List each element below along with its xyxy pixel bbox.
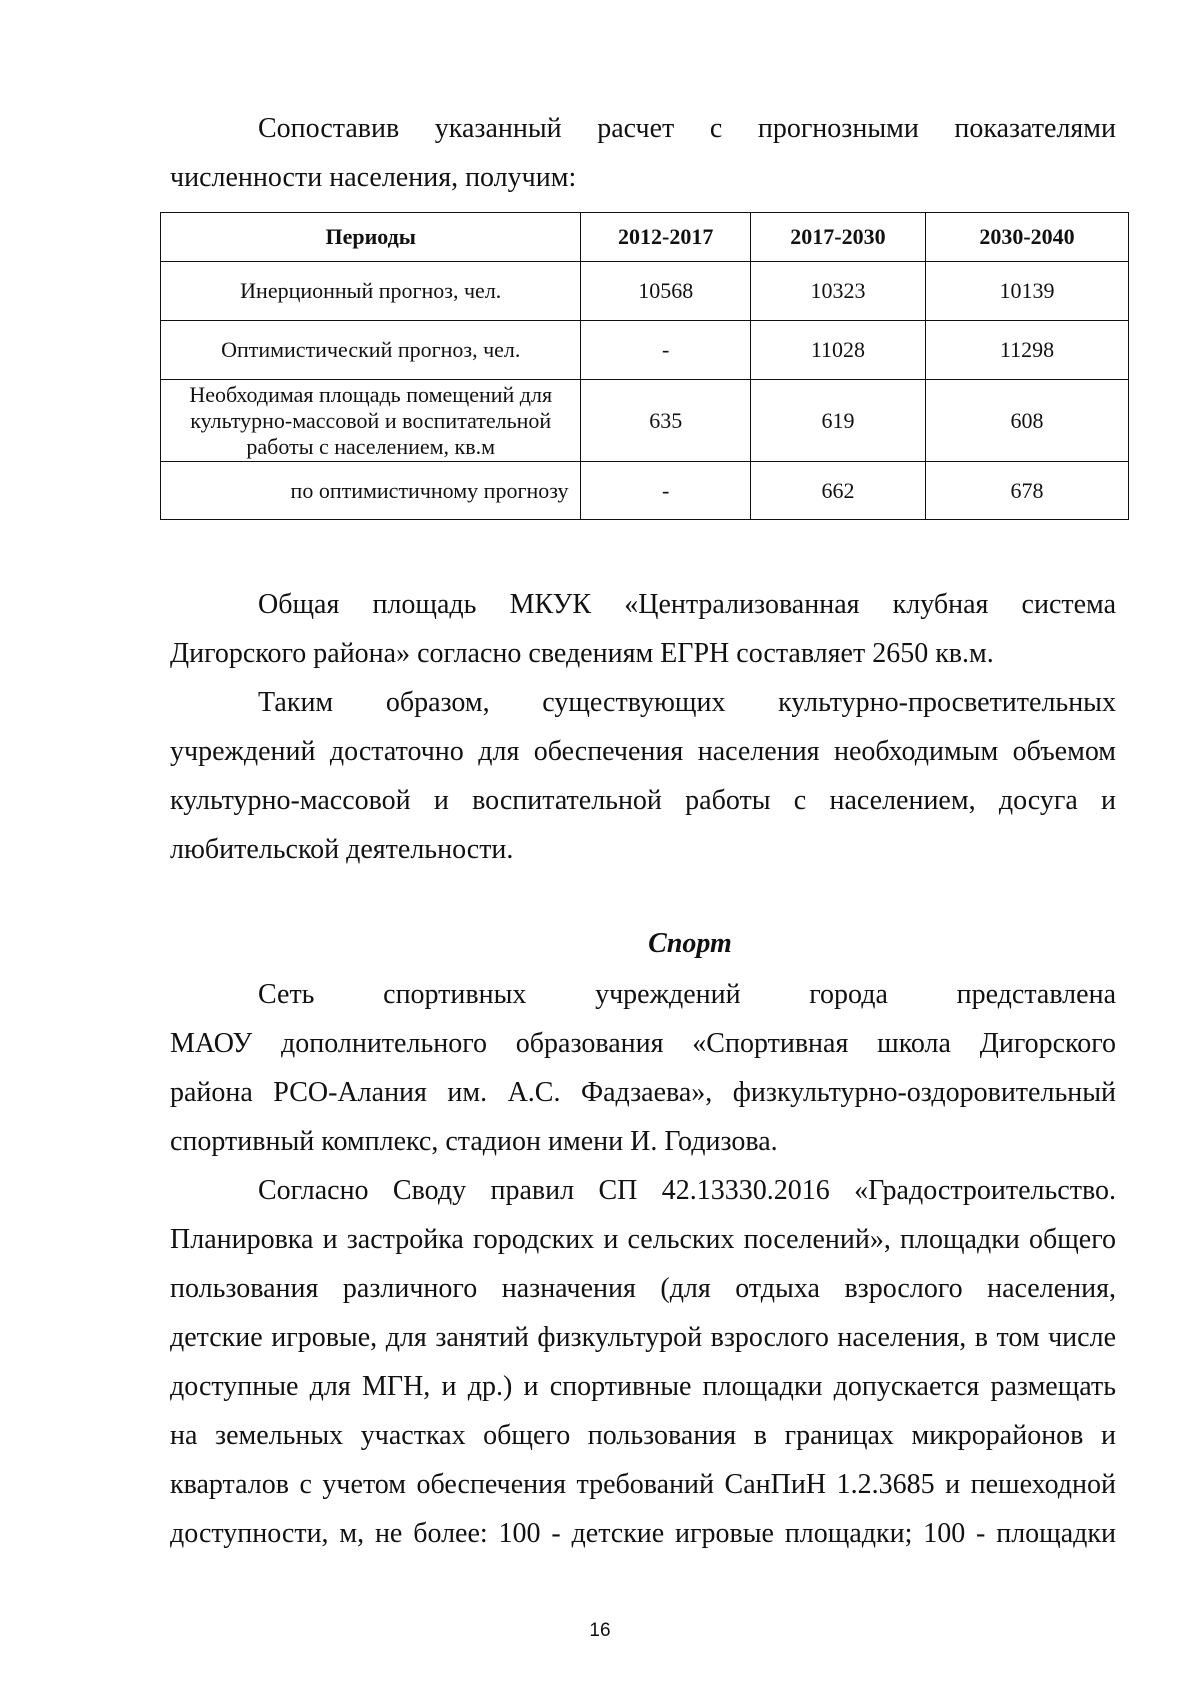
table-cell: 11298 bbox=[925, 321, 1128, 380]
table-cell: 11028 bbox=[750, 321, 925, 380]
text-line: района РСО-Алания им. А.С. Фадзаева», физкультурно-оздоровительный bbox=[170, 1077, 1116, 1108]
text-line: численности населения, получим: bbox=[170, 162, 577, 193]
text-line: детские игровые, для занятий физкультурой взрослого населения, в том числе bbox=[170, 1322, 1116, 1353]
table-header-cell: 2012-2017 bbox=[581, 213, 750, 262]
table-cell: 619 bbox=[750, 380, 925, 462]
table-header-cell: 2017-2030 bbox=[750, 213, 925, 262]
text-line: любительской деятельности. bbox=[170, 834, 514, 865]
population-forecast-table bbox=[160, 212, 1129, 520]
text-line: Сопоставив указанный расчет с прогнозными показателями bbox=[258, 113, 1116, 144]
table-header-cell: 2030-2040 bbox=[925, 213, 1128, 262]
table-row-label bbox=[161, 380, 581, 462]
table-row-label: Инерционный прогноз, чел. bbox=[161, 262, 581, 321]
text-line: Согласно Своду правил СП 42.13330.2016 «Градостроительство. bbox=[258, 1175, 1116, 1206]
table-row bbox=[161, 462, 1129, 520]
table-row-label: по оптимистичному прогнозу bbox=[161, 462, 581, 520]
text-line: на земельных участках общего пользования в границах микрорайонов и bbox=[170, 1420, 1116, 1451]
table-cell: - bbox=[581, 321, 750, 380]
text-line: Общая площадь МКУК «Централизованная клубная система bbox=[258, 589, 1116, 620]
text-line: кварталов с учетом обеспечения требований СанПиН 1.2.3685 и пешеходной bbox=[170, 1469, 1116, 1500]
table-header-row bbox=[161, 213, 1129, 262]
label-line: Необходимая площадь помещений для bbox=[189, 381, 553, 407]
text-line: доступные для МГН, и др.) и спортивные площадки допускается размещать bbox=[170, 1371, 1116, 1402]
paragraph-building-code bbox=[170, 1166, 1116, 1558]
table-cell: 635 bbox=[581, 380, 750, 462]
table-cell: 10568 bbox=[581, 262, 750, 321]
table-cell: 678 bbox=[925, 462, 1128, 520]
page-number: 16 bbox=[589, 1620, 611, 1641]
table-cell: 10323 bbox=[750, 262, 925, 321]
section-heading-sport: Спорт bbox=[648, 928, 732, 959]
intro-paragraph bbox=[170, 104, 1116, 202]
text-line: доступности, м, не более: 100 - детские игровые площадки; 100 - площадки bbox=[170, 1518, 1116, 1549]
table-cell: 608 bbox=[925, 380, 1128, 462]
text-line: Планировка и застройка городских и сельских поселений», площадки общего bbox=[170, 1224, 1116, 1255]
table-cell: - bbox=[581, 462, 750, 520]
table-row bbox=[161, 262, 1129, 321]
table-row-label: Оптимистический прогноз, чел. bbox=[161, 321, 581, 380]
text-line: культурно-массовой и воспитательной работы с населением, досуга и bbox=[170, 785, 1116, 816]
paragraph-conclusion bbox=[170, 678, 1116, 874]
label-line: культурно-массовой и воспитательной bbox=[190, 407, 552, 433]
text-line: спортивный комплекс, стадион имени И. Годизова. bbox=[170, 1126, 778, 1157]
text-line: Таким образом, существующих культурно-просветительных bbox=[258, 687, 1116, 718]
paragraph-sport-network bbox=[170, 970, 1116, 1166]
text-line: учреждений достаточно для обеспечения населения необходимым объемом bbox=[170, 736, 1116, 767]
table-cell: 10139 bbox=[925, 262, 1128, 321]
paragraph-total-area bbox=[170, 580, 1116, 678]
text-line: пользования различного назначения (для отдыха взрослого населения, bbox=[170, 1273, 1116, 1304]
table-cell: 662 bbox=[750, 462, 925, 520]
table-header-cell: Периоды bbox=[161, 213, 581, 262]
table-row bbox=[161, 321, 1129, 380]
text-line: МАОУ дополнительного образования «Спортивная школа Дигорского bbox=[170, 1028, 1116, 1059]
text-line: Сеть спортивных учреждений города представлена bbox=[258, 979, 1116, 1010]
table-row bbox=[161, 380, 1129, 462]
text-line: Дигорского района» согласно сведениям ЕГРН составляет 2650 кв.м. bbox=[170, 638, 994, 669]
label-line: работы с населением, кв.м bbox=[246, 433, 496, 459]
